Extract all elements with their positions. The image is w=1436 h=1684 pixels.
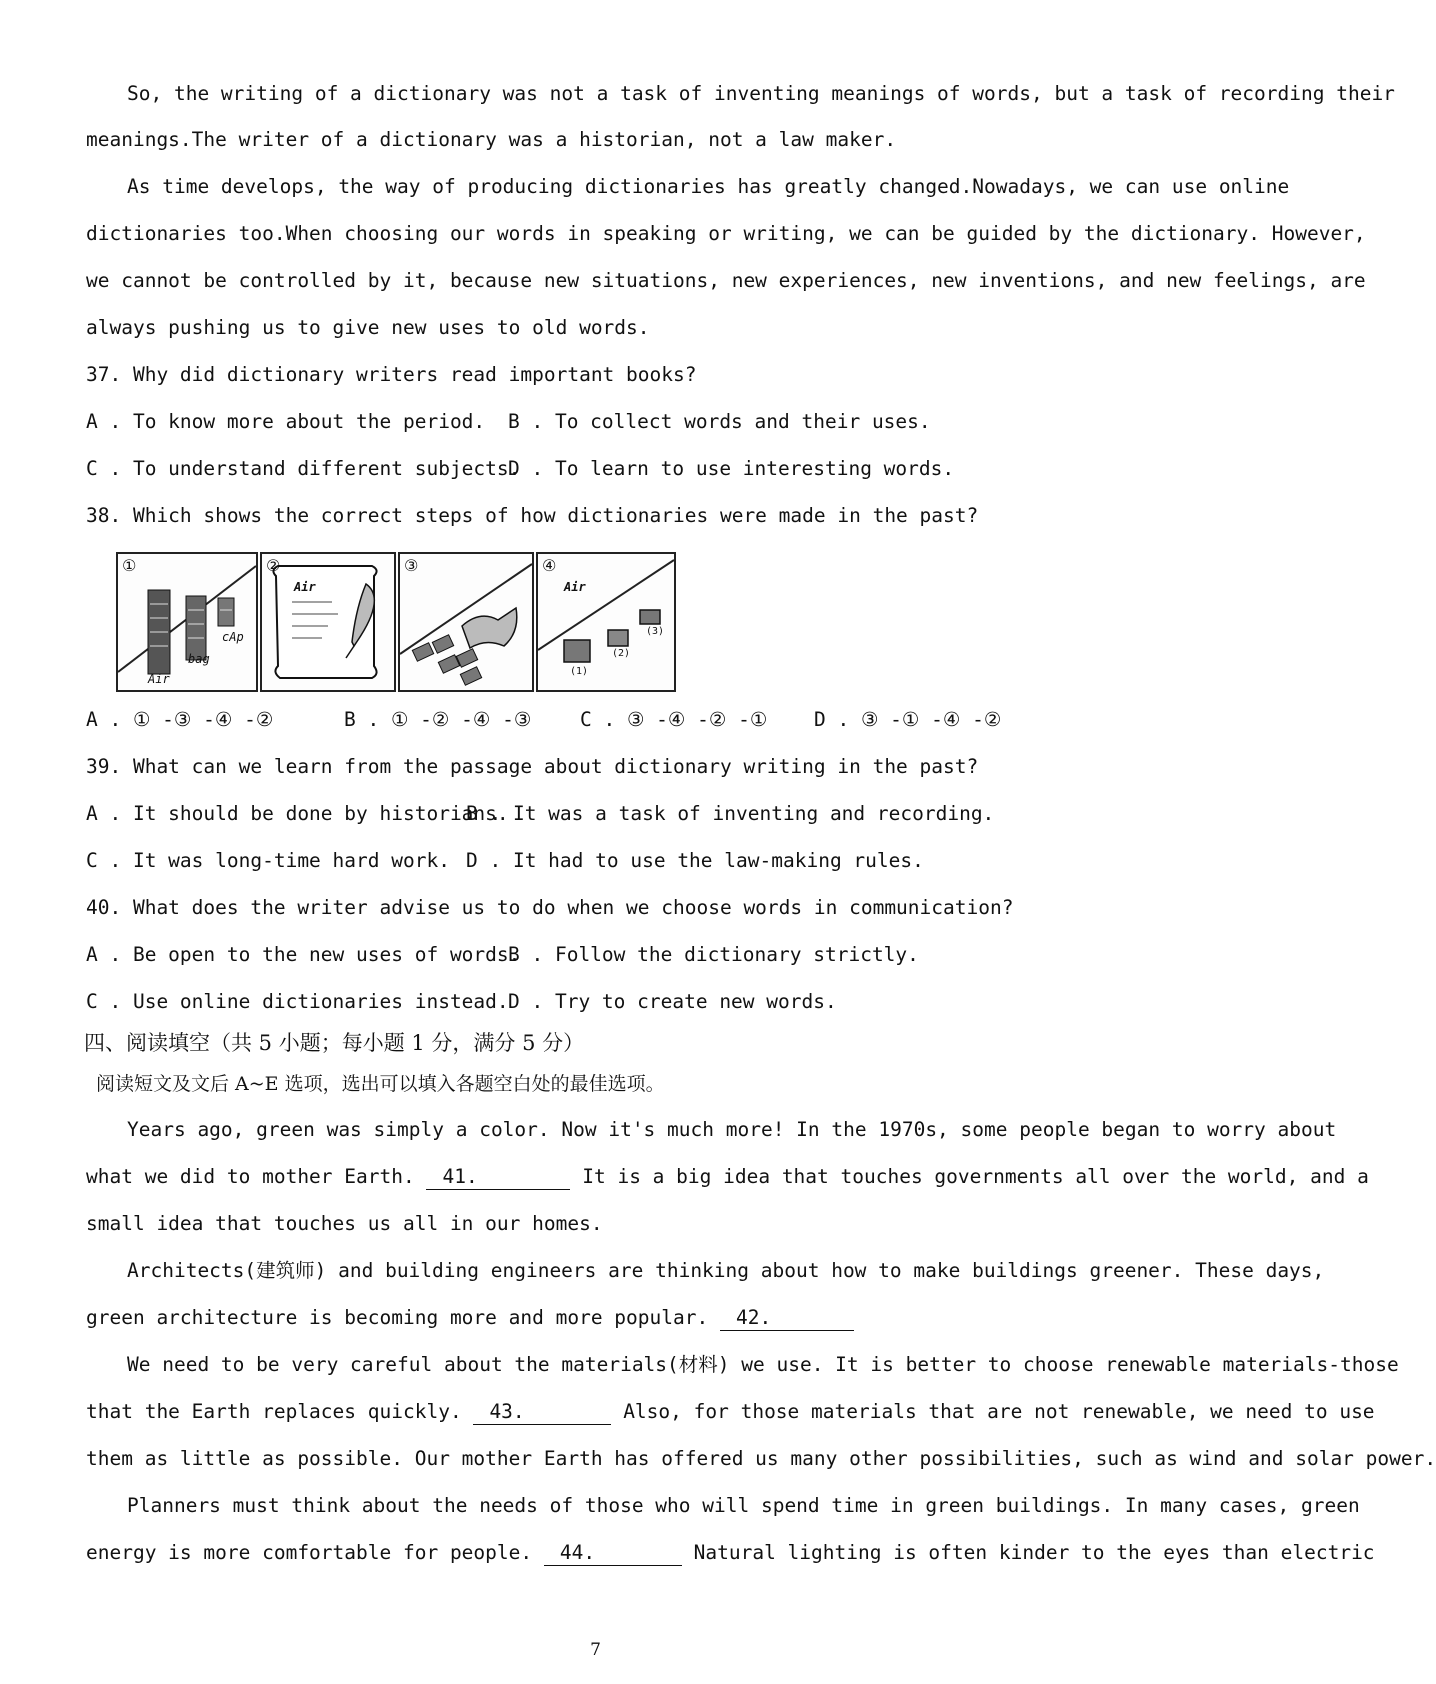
picture-label: (3) (646, 626, 665, 637)
picture-1 (116, 552, 258, 692)
page-number: 7 (590, 1640, 601, 1660)
passage-line: Planners must think about the needs of those who will spend time in green buildings. In many cases, green (127, 1494, 1360, 1517)
section-instruction: 阅读短文及文后 A~E 选项，选出可以填入各题空白处的最佳选项。 (96, 1073, 665, 1095)
passage-line: them as little as possible. Our mother Earth has offered us many other possibilities, such as wind and solar power. (86, 1447, 1436, 1470)
steps-illustration (116, 552, 686, 692)
picture-label: Air (294, 580, 316, 594)
question-39-option-c[interactable]: C . It was long-time hard work. (86, 849, 450, 872)
passage-line: meanings.The writer of a dictionary was a historian, not a law maker. (86, 128, 897, 151)
picture-label: cAp (222, 630, 244, 644)
question-38-option-a[interactable]: A . ① -③ -④ -② (86, 708, 274, 731)
question-40-option-a[interactable]: A . Be open to the new uses of words. (86, 943, 521, 966)
picture-label: (1) (570, 666, 589, 677)
picture-number: ① (122, 556, 137, 575)
question-37-option-d[interactable]: D . To learn to use interesting words. (508, 457, 955, 480)
passage-line: As time develops, the way of producing dictionaries has greatly changed.Nowadays, we can use online (127, 175, 1290, 198)
question-37-option-c[interactable]: C . To understand different subjects. (86, 457, 521, 480)
question-37-option-a[interactable]: A . To know more about the period. (86, 410, 486, 433)
passage-text: Also, for those materials that are not renewable, we need to use (623, 1400, 1375, 1423)
passage-text: It is a big idea that touches governments all over the world, and a (582, 1165, 1369, 1188)
blank-41[interactable]: 41. (426, 1165, 570, 1190)
passage-line (86, 1306, 854, 1331)
blank-42[interactable]: 42. (720, 1306, 854, 1331)
passage-text: green architecture is becoming more and more popular. (86, 1306, 709, 1329)
question-39-option-a[interactable]: A . It should be done by historians. (86, 802, 509, 825)
picture-label: (2) (612, 648, 631, 659)
passage-line (86, 1541, 1375, 1566)
question-38-option-b[interactable]: B . ① -② -④ -③ (344, 708, 532, 731)
question-40-option-d[interactable]: D . Try to create new words. (508, 990, 837, 1013)
picture-2 (260, 552, 396, 692)
blank-43[interactable]: 43. (473, 1400, 611, 1425)
section-title: 四、阅读填空（共 5 小题；每小题 1 分，满分 5 分） (84, 1031, 585, 1055)
question-39-option-d[interactable]: D . It had to use the law-making rules. (466, 849, 924, 872)
scroll-and-quill-icon (262, 554, 394, 690)
question-40-option-c[interactable]: C . Use online dictionaries instead. (86, 990, 509, 1013)
picture-label: bag (188, 652, 210, 666)
passage-line: we cannot be controlled by it, because new situations, new experiences, new inventions, and new feelings, are (86, 269, 1366, 292)
picture-label: Air (148, 672, 170, 686)
passage-text: Natural lighting is often kinder to the eyes than electric (693, 1541, 1375, 1564)
picture-number: ③ (404, 556, 419, 575)
passage-line: dictionaries too.When choosing our words in speaking or writing, we can be guided by the dictionary. However, (86, 222, 1366, 245)
picture-label: Air (564, 580, 586, 594)
question-37-option-b[interactable]: B . To collect words and their uses. (508, 410, 931, 433)
question-40-stem: 40. What does the writer advise us to do when we choose words in communication? (86, 896, 1014, 919)
passage-line: Years ago, green was simply a color. Now it's much more! In the 1970s, some people began to worry about (127, 1118, 1337, 1141)
passage-line: Architects(建筑师) and building engineers are thinking about how to make buildings greener. These days, (127, 1259, 1325, 1282)
question-37-stem: 37. Why did dictionary writers read important books? (86, 363, 697, 386)
passage-line (86, 1165, 1369, 1190)
passage-text: energy is more comfortable for people. (86, 1541, 533, 1564)
passage-text: that the Earth replaces quickly. (86, 1400, 462, 1423)
question-38-option-d[interactable]: D . ③ -① -④ -② (814, 708, 1002, 731)
picture-4 (536, 552, 676, 692)
open-book-and-slips-icon (400, 554, 532, 690)
question-39-stem: 39. What can we learn from the passage about dictionary writing in the past? (86, 755, 979, 778)
stacks-of-cards-icon (118, 554, 256, 690)
passage-line: We need to be very careful about the materials(材料) we use. It is better to choose renewable materials-those (127, 1353, 1399, 1376)
blank-44[interactable]: 44. (544, 1541, 682, 1566)
question-38-stem: 38. Which shows the correct steps of how dictionaries were made in the past? (86, 504, 979, 527)
passage-line: small idea that touches us all in our homes. (86, 1212, 603, 1235)
passage-text: what we did to mother Earth. (86, 1165, 415, 1188)
question-40-option-b[interactable]: B . Follow the dictionary strictly. (508, 943, 919, 966)
sorted-boxes-icon (538, 554, 674, 690)
question-39-option-b[interactable]: B . It was a task of inventing and recording. (466, 802, 995, 825)
passage-line (86, 1400, 1375, 1425)
question-38-option-c[interactable]: C . ③ -④ -② -① (580, 708, 768, 731)
picture-number: ④ (542, 556, 557, 575)
passage-line: So, the writing of a dictionary was not a task of inventing meanings of words, but a task of recording their (127, 82, 1395, 105)
passage-line: always pushing us to give new uses to old words. (86, 316, 650, 339)
picture-3 (398, 552, 534, 692)
picture-number: ② (266, 556, 281, 575)
